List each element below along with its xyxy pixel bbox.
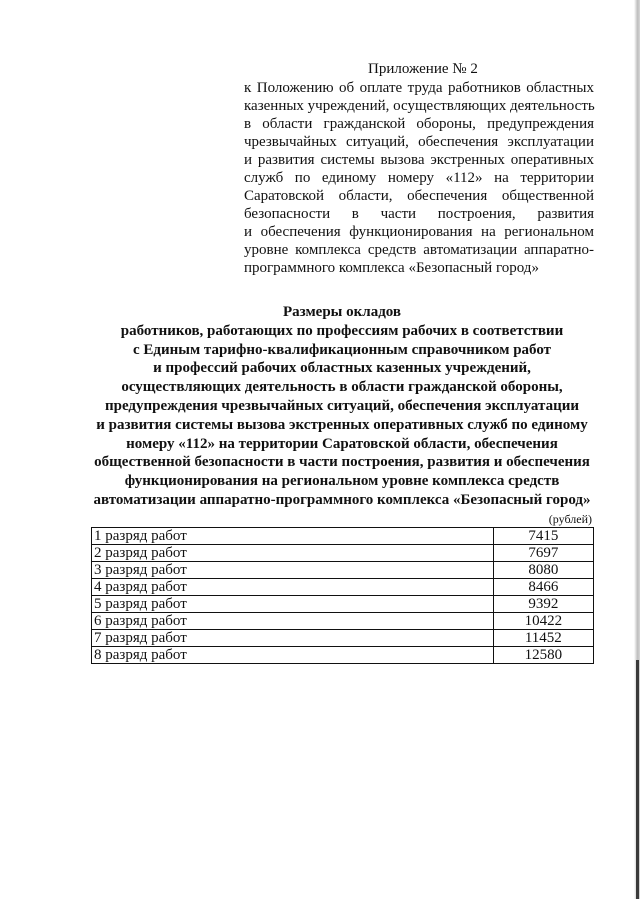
appendix-line: в области гражданской обороны, предупреждения [244,116,594,132]
grade-cell: 2 разряд работ [92,545,494,562]
heading-line: Размеры окладов [282,304,402,320]
appendix-line: к Положению об оплате труда работников областных [244,80,594,96]
grade-cell: 8 разряд работ [92,647,494,664]
table-row [92,647,594,664]
document-heading [84,303,600,510]
salary-cell: 8466 [493,579,593,596]
grade-cell: 6 разряд работ [92,613,494,630]
salary-cell: 11452 [493,630,593,647]
grade-cell: 3 разряд работ [92,562,494,579]
salary-cell: 8080 [493,562,593,579]
table-row [92,545,594,562]
salary-table [91,527,594,664]
appendix-reference [244,79,594,277]
heading-line: общественной безопасности в части построения, развития и обеспечения [94,454,590,471]
appendix-line: служб по единому номеру «112» на территории [244,170,594,186]
salary-cell: 9392 [493,596,593,613]
heading-line: функционирования на региональном уровне комплекса средств [124,473,560,490]
salary-cell: 12580 [493,647,593,664]
appendix-line: чрезвычайных ситуаций, обеспечения эксплуатации [244,134,594,150]
salary-cell: 7415 [493,528,593,545]
heading-line: предупреждения чрезвычайных ситуаций, обеспечения эксплуатации [104,397,579,414]
appendix-line: и обеспечения функционирования на региональном [244,224,594,240]
table-row [92,528,594,545]
heading-line: автоматизации аппаратно-программного комплекса «Безопасный город» [93,491,591,508]
heading-line: осуществляющих деятельность в области гражданской обороны, [121,379,563,396]
grade-cell: 1 разряд работ [92,528,494,545]
appendix-line: уровне комплекса средств автоматизации аппаратно- [244,242,594,258]
heading-line: с Единым тарифно-квалификационным справочником работ [132,341,552,358]
appendix-line: безопасности в части построения, развития [244,206,594,222]
heading-line: работников, работающих по профессиям рабочих в соответствии [120,322,564,339]
heading-line: и развития системы вызова экстренных оперативных служб по единому [96,416,588,433]
appendix-line: Саратовской области, обеспечения общественной [244,188,594,204]
table-row [92,596,594,613]
scan-edge-shadow [636,660,639,899]
appendix-line: и развития системы вызова экстренных оперативных [244,152,594,168]
units-label: (рублей) [548,512,592,526]
heading-line: и профессий рабочих областных казенных учреждений, [153,360,531,377]
table-row [92,613,594,630]
grade-cell: 5 разряд работ [92,596,494,613]
grade-cell: 4 разряд работ [92,579,494,596]
appendix-line: казенных учреждений, осуществляющих деятельность [244,98,595,114]
appendix-title: Приложение № 2 [368,61,478,77]
heading-line: номеру «112» на территории Саратовской области, обеспечения [126,435,558,452]
table-row [92,579,594,596]
appendix-line: программного комплекса «Безопасный город» [244,260,539,276]
salary-cell: 10422 [493,613,593,630]
salary-cell: 7697 [493,545,593,562]
table-row [92,630,594,647]
table-row [92,562,594,579]
grade-cell: 7 разряд работ [92,630,494,647]
